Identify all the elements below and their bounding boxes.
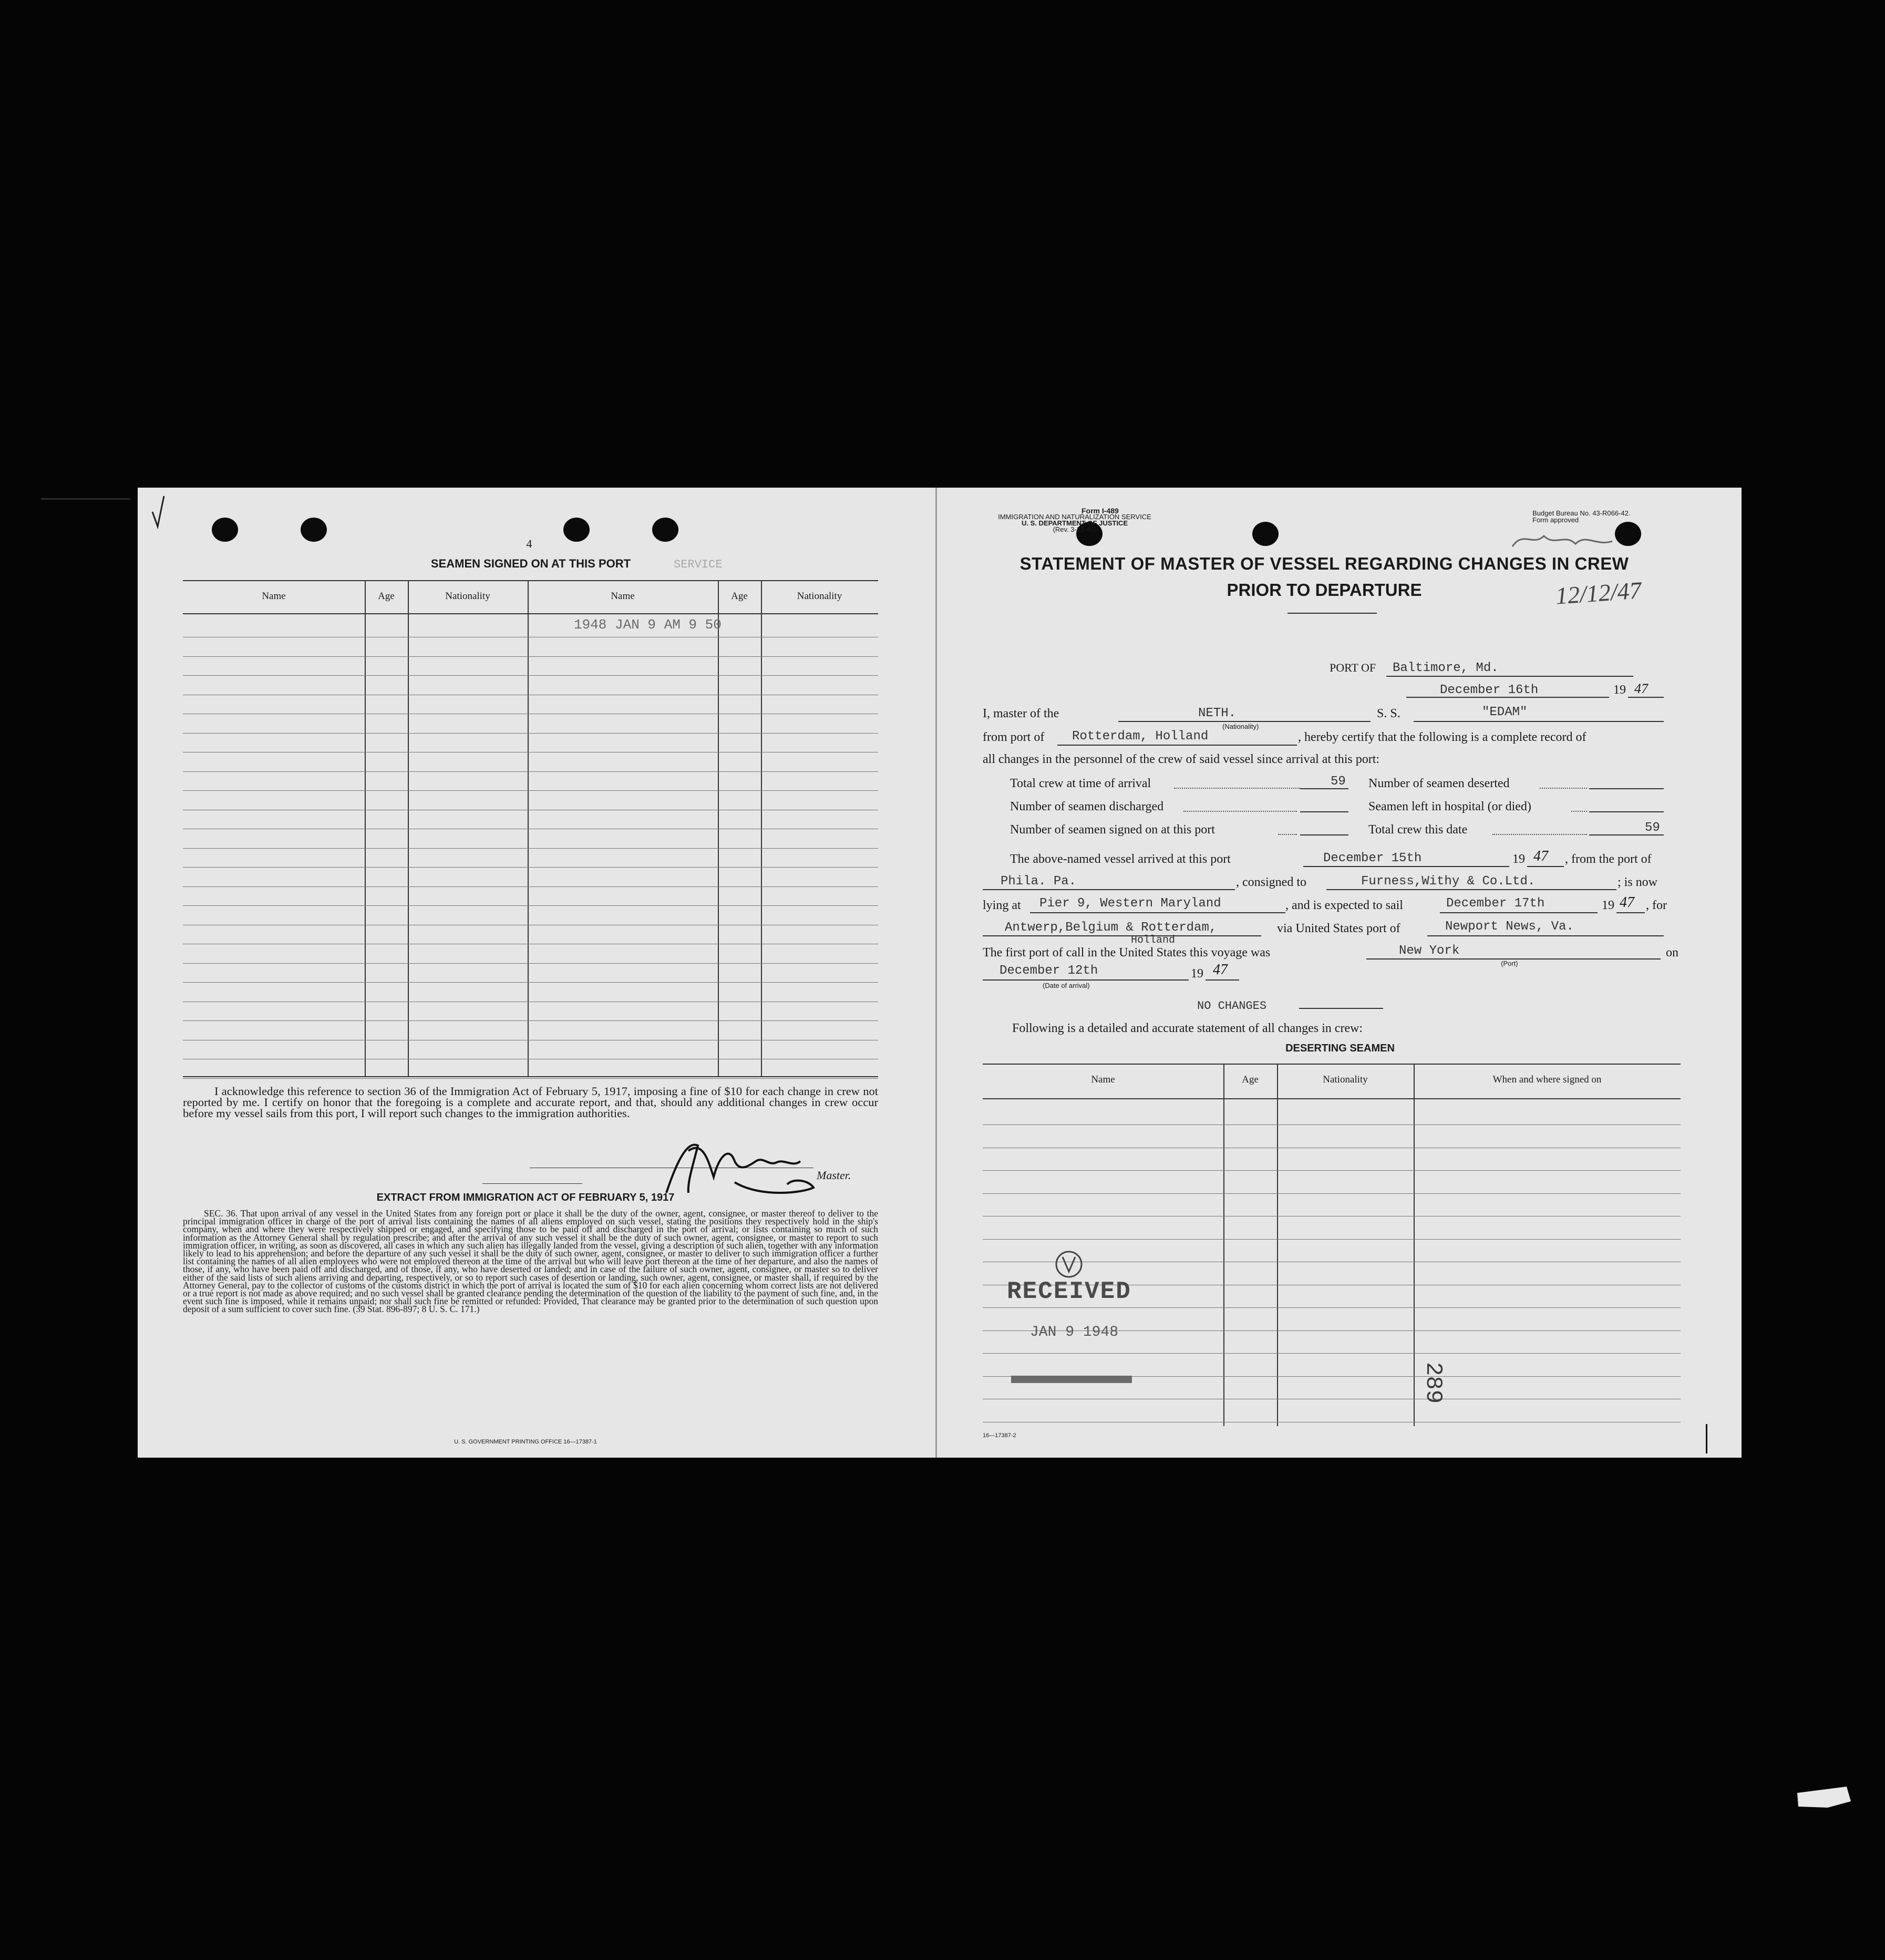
all-changes-text: all changes in the personnel of the crew of said vessel since arrival at this port: bbox=[983, 752, 1380, 766]
table-row bbox=[983, 1170, 1681, 1171]
table-row bbox=[983, 1239, 1681, 1240]
budget-line: Form approved bbox=[1532, 516, 1579, 524]
leader-dots bbox=[1571, 811, 1587, 812]
year-prefix: 19 bbox=[1613, 683, 1626, 697]
table-row bbox=[183, 1020, 878, 1021]
page-number: 4 bbox=[526, 537, 532, 550]
destination: Antwerp,Belgium & Rotterdam, bbox=[1005, 921, 1217, 935]
port-label: PORT OF bbox=[1330, 661, 1376, 674]
from-port-fill bbox=[1057, 745, 1297, 746]
sail-date: December 17th bbox=[1446, 896, 1545, 911]
form-title: STATEMENT OF MASTER OF VESSEL REGARDING CHANGES IN CREW bbox=[1019, 554, 1629, 573]
first-year: 47 bbox=[1213, 962, 1228, 978]
ss-label: S. S. bbox=[1377, 707, 1400, 720]
col-header-age: Age bbox=[731, 591, 748, 602]
via-port: Newport News, Va. bbox=[1445, 920, 1574, 934]
year-fill bbox=[1616, 912, 1645, 913]
handwritten-date: 12/12/47 bbox=[1554, 576, 1643, 610]
agency-line: U. S. DEPARTMENT OF JUSTICE bbox=[1022, 519, 1128, 527]
nationality-value: NETH. bbox=[1198, 706, 1237, 720]
col-header-age: Age bbox=[1242, 1074, 1259, 1085]
discharged-label: Number of seamen discharged bbox=[1010, 800, 1164, 813]
table-top-rule bbox=[183, 580, 878, 581]
first-port-label: The first port of call in the United States this voyage was bbox=[983, 946, 1271, 960]
arrived-year: 47 bbox=[1533, 848, 1548, 864]
budget-block bbox=[1532, 510, 1630, 523]
table-row bbox=[183, 848, 878, 849]
year-fill bbox=[1628, 697, 1664, 698]
year-fill bbox=[1527, 866, 1564, 867]
first-date-fill bbox=[983, 979, 1189, 981]
printer-line: 16—17387-2 bbox=[983, 1432, 1016, 1439]
received-date: JAN 9 1948 bbox=[1030, 1324, 1119, 1340]
table-row bbox=[983, 1193, 1681, 1194]
no-changes: NO CHANGES bbox=[1197, 999, 1267, 1013]
year-prefix: 19 bbox=[1191, 967, 1203, 981]
port-caption: (Port) bbox=[1501, 960, 1518, 967]
col-divider bbox=[1277, 1064, 1278, 1426]
printer-line: U. S. GOVERNMENT PRINTING OFFICE 16—17387-1 bbox=[454, 1439, 597, 1445]
year-prefix: 19 bbox=[1602, 899, 1614, 912]
table-top-rule bbox=[983, 1064, 1681, 1065]
col-divider bbox=[1414, 1064, 1415, 1426]
no-changes-fill bbox=[1299, 1008, 1383, 1009]
year-prefix: 19 bbox=[1512, 852, 1525, 866]
lying-at-fill bbox=[1030, 912, 1285, 913]
via-port-fill bbox=[1427, 935, 1664, 936]
sail-date-fill bbox=[1440, 912, 1598, 913]
arrived-date: December 15th bbox=[1323, 851, 1422, 865]
deserted-label: Number of seamen deserted bbox=[1368, 777, 1510, 790]
total-arrival-value: 59 bbox=[1331, 775, 1346, 789]
following-text: Following is a detailed and accurate statement of all changes in crew: bbox=[1012, 1022, 1363, 1035]
received-date-stamp: 1948 JAN 9 AM 9 50 bbox=[574, 617, 722, 633]
year-value: 47 bbox=[1634, 681, 1648, 696]
on-label: on bbox=[1666, 946, 1678, 960]
destination-fill bbox=[983, 935, 1261, 936]
title-rule bbox=[1287, 613, 1377, 614]
prev-port: Phila. Pa. bbox=[1001, 874, 1077, 889]
edge-mark bbox=[1706, 1424, 1707, 1453]
col-header-signed-on: When and where signed on bbox=[1492, 1074, 1602, 1085]
table-row bbox=[183, 982, 878, 983]
table-title: SEAMEN SIGNED ON AT THIS PORT bbox=[430, 557, 631, 570]
leader-dots bbox=[1540, 788, 1587, 789]
handwritten-scribble bbox=[1507, 525, 1623, 557]
prev-port-fill bbox=[983, 889, 1235, 890]
from-port-value: Rotterdam, Holland bbox=[1072, 729, 1209, 744]
col-header-age: Age bbox=[378, 591, 395, 602]
table-row bbox=[183, 790, 878, 791]
certify-text: , hereby certify that the following is a complete record of bbox=[1298, 730, 1587, 744]
table-bottom-rule bbox=[183, 1076, 878, 1077]
extract-text: SEC. 36. That upon arrival of any vessel in the United States from any foreign port or place it shall be the duty of the owner, agent, consignee, or master thereof to deliver to the principal immigration officer in charge of the port of arrival lists containing the names of all aliens employed on such vessel, stating the positions they respectively hold in the ship's company, when and where they were respectively shipped or engaged, and specifying those to be paid off and discharged in the port of arrival; or lists containing so much of such information as the Attorney General shall by regulation prescribe; and after the arrival of any such vessel it shall be the duty of such owner, agent, consignee, or master to report to such immigration officer, in writing, as soon as discovered, all cases in which any such alien has illegally landed from the vessel, giving a description of such alien, together with any information likely to lead to his apprehension; and before the departure of any such vessel it shall be the duty of such owner, agent, consignee, or master to deliver to such immigration officer a further list containing the names of all alien employees who were not employed thereon at the time of the arrival but who will leave port thereon at the time of her departure, and also the names of those, if any, who have been paid off and discharged, and of those, if any, who have deserted or landed; and in case of the failure of such owner, agent, consignee, or master so to deliver either of the said lists of such aliens arriving and departing, respectively, or so to report such cases of desertion or landing, such owner, agent, consignee, or master shall, if required by the Attorney General, pay to the collector of customs of the customs district in which the port of arrival is located the sum of $10 for each alien concerning whom correct lists are not delivered or a true report is not made as above required; and no such vessel shall be granted clearance pending the determination of the question of the liability to the payment of such fine, and, in the event such fine is imposed, while it remains unpaid; nor shall such fine be remitted or refunded: Provided, That clearance may be granted prior to the determination of such question upon deposit of a sum sufficient to cover such fine. (39 Stat. 896-897; 8 U. S. C. 171.) bbox=[183, 1208, 878, 1315]
total-date-value: 59 bbox=[1645, 821, 1660, 835]
port-value: Baltimore, Md. bbox=[1393, 661, 1499, 675]
page-stamp: 289 bbox=[1420, 1362, 1446, 1404]
page-fold bbox=[935, 488, 937, 1458]
table-row bbox=[183, 886, 878, 887]
table-header-rule bbox=[183, 613, 878, 614]
for-label: , for bbox=[1646, 899, 1667, 912]
table-row bbox=[183, 771, 878, 772]
table-row bbox=[183, 1078, 878, 1079]
lying-at-value: Pier 9, Western Maryland bbox=[1039, 896, 1221, 911]
form-number: Form I-489 bbox=[1081, 507, 1119, 515]
binder-hole bbox=[301, 518, 327, 542]
binder-hole bbox=[1252, 522, 1279, 546]
is-now-label: ; is now bbox=[1618, 875, 1658, 889]
table-row bbox=[183, 867, 878, 868]
leader-dots bbox=[1492, 834, 1587, 835]
leader-dots bbox=[1278, 834, 1297, 835]
date-value: December 16th bbox=[1440, 683, 1539, 697]
stat-fill bbox=[1300, 811, 1348, 812]
lying-at-label: lying at bbox=[983, 899, 1021, 912]
office-stamp-bar bbox=[1011, 1376, 1132, 1383]
destination-note: Holland bbox=[1131, 934, 1176, 946]
consigned-label: , consigned to bbox=[1236, 875, 1306, 889]
budget-line: Budget Bureau No. 43-R066-42. bbox=[1532, 509, 1631, 517]
agency-line: (Rev. 3-22-45) bbox=[1053, 525, 1097, 533]
consignee: Furness,Withy & Co.Ltd. bbox=[1361, 874, 1536, 889]
table-header-rule bbox=[983, 1098, 1681, 1099]
deserting-title: DESERTING SEAMEN bbox=[1285, 1043, 1395, 1054]
table-row bbox=[183, 656, 878, 657]
leader-dots bbox=[1174, 788, 1300, 789]
year-fill bbox=[1206, 979, 1239, 981]
table-row bbox=[983, 1307, 1681, 1308]
total-date-label: Total crew this date bbox=[1368, 823, 1468, 837]
from-the-port-label: , from the port of bbox=[1565, 852, 1652, 866]
agency-block bbox=[983, 514, 1167, 533]
table-row bbox=[183, 905, 878, 906]
via-label: via United States port of bbox=[1277, 922, 1400, 935]
table-row bbox=[183, 675, 878, 676]
col-header-name: Name bbox=[611, 591, 635, 602]
check-mark-icon bbox=[150, 494, 166, 531]
hospital-label: Seamen left in hospital (or died) bbox=[1368, 800, 1531, 813]
extract-title: EXTRACT FROM IMMIGRATION ACT OF FEBRUARY 5, 1917 bbox=[376, 1192, 675, 1203]
agency-line: IMMIGRATION AND NATURALIZATION SERVICE bbox=[998, 513, 1151, 521]
nationality-fill bbox=[1118, 721, 1371, 722]
master-label: Master. bbox=[817, 1169, 851, 1182]
faint-stamp: SERVICE bbox=[674, 558, 723, 571]
stat-fill bbox=[1589, 788, 1664, 789]
binder-hole bbox=[652, 518, 678, 542]
vessel-fill bbox=[1414, 721, 1664, 722]
nationality-caption: (Nationality) bbox=[1222, 723, 1259, 730]
separator-rule bbox=[482, 1183, 582, 1184]
col-divider bbox=[1223, 1064, 1224, 1426]
table-row bbox=[183, 963, 878, 964]
date-arrival-caption: (Date of arrival) bbox=[1043, 982, 1090, 989]
col-header-nationality: Nationality bbox=[797, 591, 842, 602]
arrived-fill bbox=[1303, 866, 1509, 867]
vessel-name: "EDAM" bbox=[1482, 705, 1528, 719]
expected-label: , and is expected to sail bbox=[1285, 899, 1403, 912]
col-header-nationality: Nationality bbox=[1323, 1074, 1368, 1085]
edge-mark bbox=[41, 498, 130, 500]
sail-year: 47 bbox=[1620, 894, 1634, 911]
col-header-name: Name bbox=[262, 591, 286, 602]
total-arrival-label: Total crew at time of arrival bbox=[1010, 777, 1151, 790]
received-stamp: RECEIVED bbox=[1007, 1278, 1131, 1305]
circle-stamp-mark bbox=[1053, 1247, 1085, 1281]
signed-on-label: Number of seamen signed on at this port bbox=[1010, 823, 1215, 837]
from-port-label: from port of bbox=[983, 730, 1045, 744]
leader-dots bbox=[1183, 811, 1297, 812]
col-header-nationality: Nationality bbox=[445, 591, 490, 602]
stat-fill bbox=[1300, 834, 1348, 835]
master-of-label: I, master of the bbox=[983, 707, 1059, 720]
first-date: December 12th bbox=[1000, 964, 1098, 978]
arrived-label: The above-named vessel arrived at this port bbox=[1010, 852, 1231, 866]
stat-fill bbox=[1589, 811, 1664, 812]
col-header-name: Name bbox=[1091, 1074, 1115, 1085]
binder-hole bbox=[212, 518, 238, 542]
binder-hole bbox=[563, 518, 590, 542]
form-subtitle: PRIOR TO DEPARTURE bbox=[1227, 580, 1422, 600]
table-row bbox=[183, 733, 878, 734]
film-scrap bbox=[1796, 1786, 1854, 1812]
port-fill bbox=[1386, 676, 1633, 677]
consignee-fill bbox=[1326, 889, 1616, 890]
acknowledgement-text: I acknowledge this reference to section 36 of the Immigration Act of February 5, 1917, imposing a fine of $10 for each change in crew not reported by me. I certify on honor that the foregoing is a complete and accurate report, and that, should any additional changes in crew occur before my vessel sails from this port, I will report such changes to the immigration authorities. bbox=[183, 1085, 878, 1120]
first-port-value: New York bbox=[1399, 944, 1460, 958]
table-row bbox=[983, 1353, 1681, 1354]
